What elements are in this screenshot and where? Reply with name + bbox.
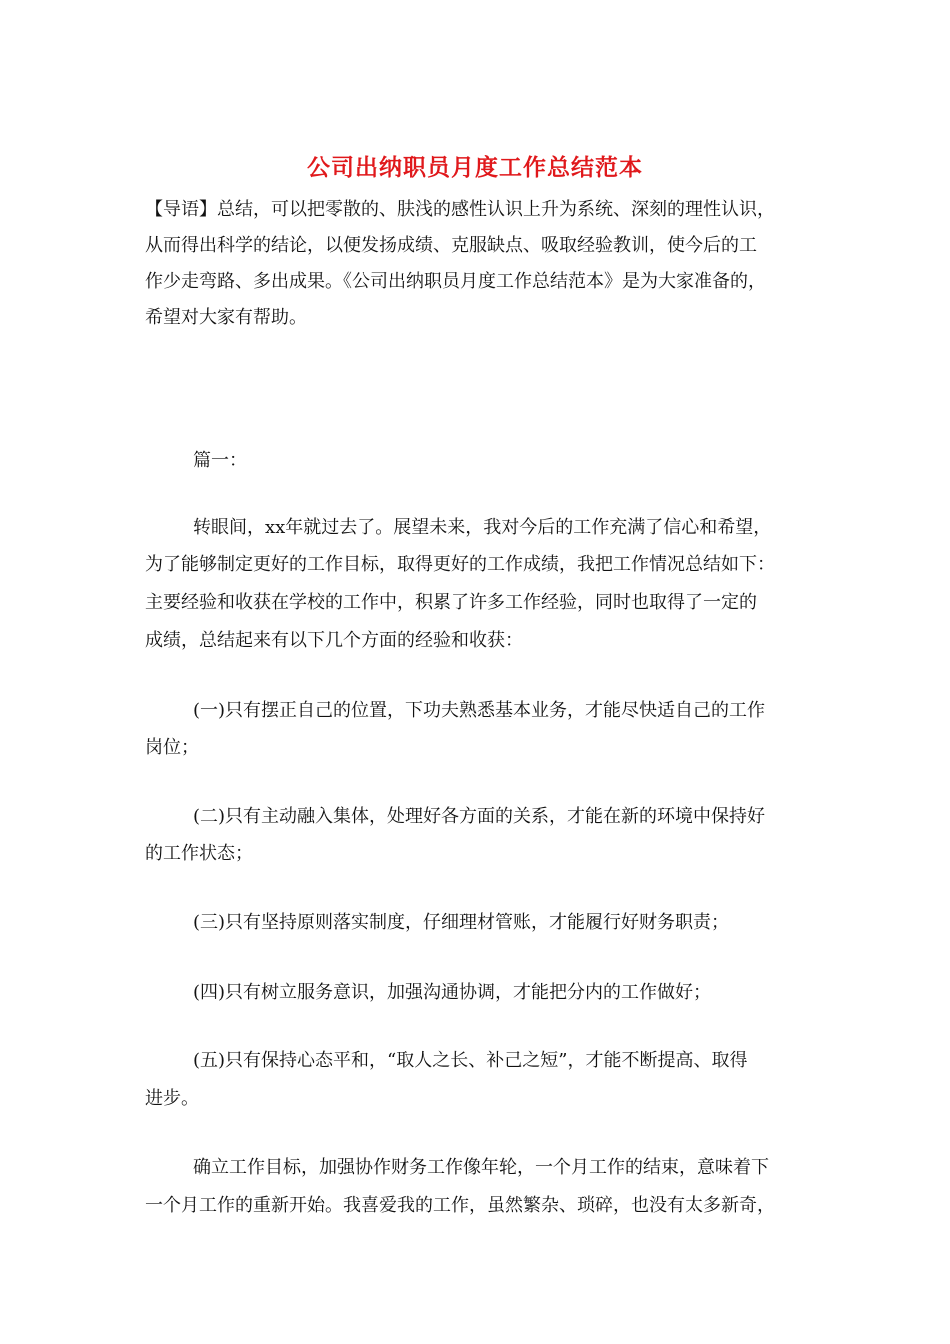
item-1-line-2: 岗位； [145, 737, 199, 758]
intro-line-1: 【导语】总结，可以把零散的、肤浅的感性认识上升为系统、深刻的理性认识， [145, 199, 775, 220]
intro-line-3: 作少走弯路、多出成果。《公司出纳职员月度工作总结范本》是为大家准备的， [145, 271, 766, 292]
item-1-line-1: (一)只有摆正自己的位置，下功夫熟悉基本业务，才能尽快适自己的工作 [193, 700, 766, 721]
section-heading: 篇一： [193, 450, 247, 471]
intro-line-2: 从而得出科学的结论，以便发扬成绩、克服缺点、吸取经验教训，使今后的工 [145, 235, 757, 256]
paragraph-1-line-2: 为了能够制定更好的工作目标，取得更好的工作成绩，我把工作情况总结如下： [145, 554, 775, 575]
item-5-line-1: (五)只有保持心态平和，“取人之长、补己之短”，才能不断提高、取得 [193, 1050, 748, 1071]
item-2-line-2: 的工作状态； [145, 843, 253, 864]
item-2-line-1: (二)只有主动融入集体，处理好各方面的关系，才能在新的环境中保持好 [193, 806, 766, 827]
item-5-line-2: 进步。 [145, 1088, 199, 1109]
item-3: (三)只有坚持原则落实制度，仔细理材管账，才能履行好财务职责； [193, 912, 730, 933]
paragraph-2-line-2: 一个月工作的重新开始。我喜爱我的工作，虽然繁杂、琐碎，也没有太多新奇， [145, 1195, 775, 1216]
paragraph-1-line-1: 转眼间，xx年就过去了。展望未来，我对今后的工作充满了信心和希望， [193, 517, 772, 538]
paragraph-2-line-1: 确立工作目标，加强协作财务工作像年轮，一个月工作的结束，意味着下 [193, 1157, 769, 1178]
paragraph-1-line-3: 主要经验和收获在学校的工作中，积累了许多工作经验，同时也取得了一定的 [145, 592, 757, 613]
paragraph-1-line-4: 成绩，总结起来有以下几个方面的经验和收获： [145, 630, 523, 651]
item-4: (四)只有树立服务意识，加强沟通协调，才能把分内的工作做好； [193, 982, 712, 1003]
intro-line-4: 希望对大家有帮助。 [145, 307, 307, 328]
document-title: 公司出纳职员月度工作总结范本 [307, 154, 643, 181]
